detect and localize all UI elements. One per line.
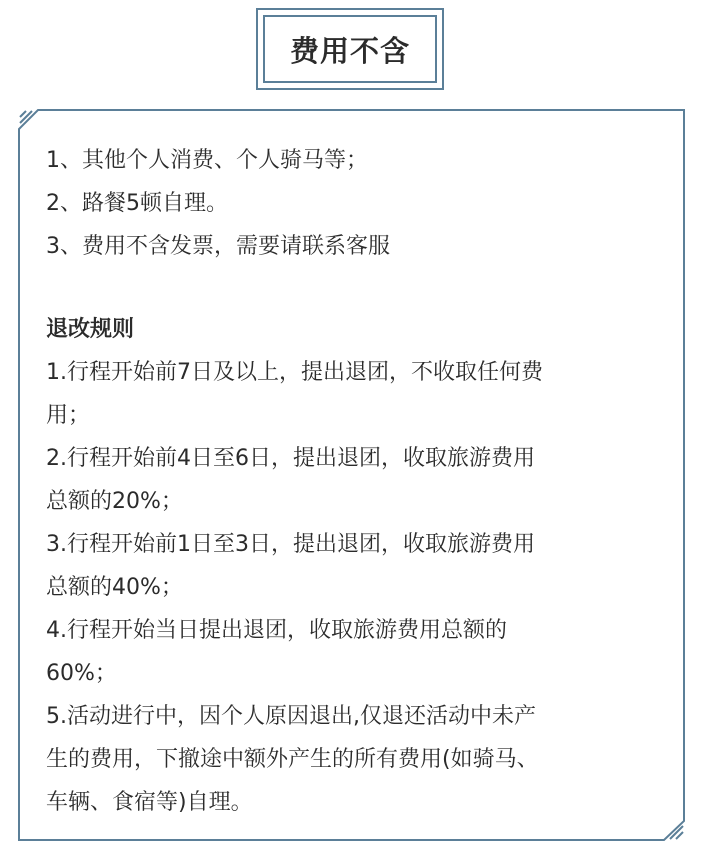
section-title: 费用不含 <box>289 33 410 68</box>
refund-line: 3.行程开始前1日至3日，提出退团，收取旅游费用 <box>46 532 535 557</box>
refund-line: 2.行程开始前4日至6日，提出退团，收取旅游费用 <box>46 446 535 471</box>
title-inner-frame <box>263 15 437 83</box>
refund-line: 4.行程开始当日提出退团，收取旅游费用总额的 <box>46 618 507 643</box>
exclusion-item-2: 2、路餐5顿自理。 <box>46 191 228 216</box>
refund-line: 60%； <box>46 661 117 686</box>
refund-line: 总额的20%； <box>46 489 183 514</box>
title-frame <box>256 8 444 90</box>
refund-line: 总额的40%； <box>46 575 183 600</box>
spacer <box>46 268 666 308</box>
exclusion-item-1: 1、其他个人消费、个人骑马等； <box>46 148 368 173</box>
info-card <box>18 109 685 841</box>
refund-heading: 退改规则 <box>46 317 135 342</box>
refund-line: 用； <box>46 403 91 428</box>
refund-line: 生的费用，下撤途中额外产生的所有费用(如骑马、 <box>46 747 539 772</box>
refund-line: 1.行程开始前7日及以上，提出退团，不收取任何费 <box>46 360 543 385</box>
refund-line: 车辆、食宿等)自理。 <box>46 790 253 815</box>
exclusion-item-3: 3、费用不含发票，需要请联系客服 <box>46 234 390 259</box>
card-content <box>46 139 666 824</box>
refund-line: 5.活动进行中，因个人原因退出,仅退还活动中未产 <box>46 704 536 729</box>
